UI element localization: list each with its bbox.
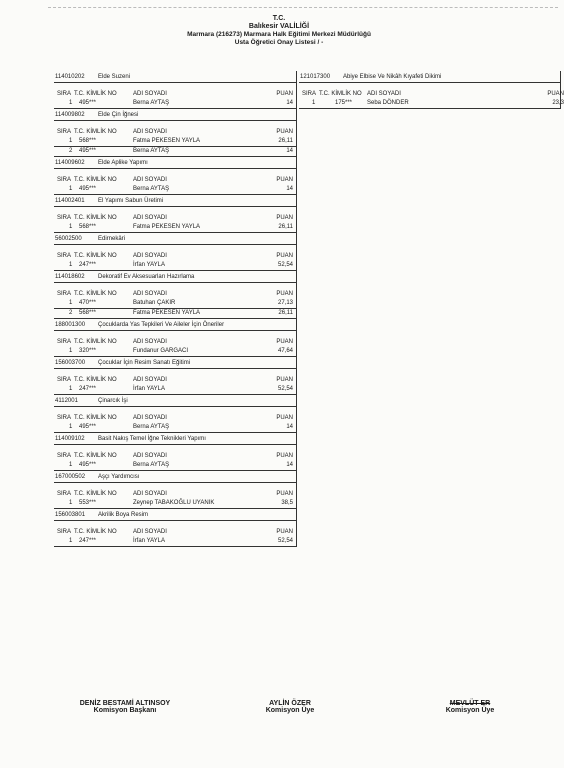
col-tc-header: T.C. KİMLİK NO <box>74 291 117 297</box>
column-header-row <box>54 176 296 185</box>
col-sira-header: SIRA <box>57 215 72 221</box>
col-puan-header: PUAN <box>547 91 564 97</box>
table-row <box>54 385 296 394</box>
course-code: 188001300 <box>55 322 86 328</box>
column-header-row <box>54 376 296 385</box>
cell-sira: 1 <box>69 224 73 230</box>
course-section <box>54 433 297 471</box>
course-name: Çocuklar İçin Resim Sanatı Eğitimi <box>98 360 191 366</box>
table-row <box>54 185 296 194</box>
course-name: Elde Çin İğnesi <box>98 112 139 118</box>
course-code: 114009102 <box>55 436 85 442</box>
spacer <box>54 283 296 290</box>
col-tc-header: T.C. KİMLİK NO <box>74 491 117 497</box>
col-name-header: ADI SOYADI <box>133 377 167 383</box>
course-code: 167000502 <box>55 474 86 480</box>
col-name-header: ADI SOYADI <box>133 177 167 183</box>
course-header <box>54 157 296 169</box>
course-header <box>54 357 296 369</box>
table-row <box>54 461 296 470</box>
course-code: 114002401 <box>55 198 85 204</box>
cell-name: Fundanur GARGACI <box>133 348 189 354</box>
cell-name: Berna AYTAŞ <box>133 186 170 192</box>
spacer <box>54 445 296 452</box>
course-section <box>54 395 297 433</box>
course-section <box>54 271 297 319</box>
cell-puan: 47,64 <box>277 348 293 354</box>
column-header-row <box>54 290 296 299</box>
cell-puan: 52,54 <box>277 262 293 268</box>
col-tc-header: T.C. KİMLİK NO <box>74 377 117 383</box>
spacer <box>54 121 296 128</box>
cell-name: İrfan YAYLA <box>133 386 166 392</box>
table-row <box>54 223 296 232</box>
course-header <box>54 471 296 483</box>
col-name-header: ADI SOYADI <box>133 215 167 221</box>
cell-name: Fatma PEKESEN YAYLA <box>133 138 201 144</box>
spacer <box>54 207 296 214</box>
col-puan-header: PUAN <box>276 377 293 383</box>
col-sira-header: SIRA <box>57 453 72 459</box>
col-puan-header: PUAN <box>276 215 293 221</box>
course-section <box>54 319 297 357</box>
course-code: 4112001 <box>55 398 78 404</box>
header-institution: Marmara (216273) Marmara Halk Eğitimi Merkezi Müdürlüğü <box>187 31 371 38</box>
signature-role: Komisyon Başkanı <box>93 707 157 714</box>
cell-sira: 1 <box>69 100 73 106</box>
col-name-header: ADI SOYADI <box>133 339 167 345</box>
course-section <box>54 71 297 109</box>
col-tc-header: T.C. KİMLİK NO <box>74 91 117 97</box>
cell-tc: 320*** <box>79 348 97 354</box>
column-header-row <box>54 452 296 461</box>
column-header-row <box>54 128 296 137</box>
col-sira-header: SIRA <box>57 91 72 97</box>
cell-tc: 175*** <box>335 100 353 106</box>
cell-name: Berna AYTAŞ <box>133 100 170 106</box>
col-sira-header: SIRA <box>57 491 72 497</box>
cell-tc: 495*** <box>79 186 97 192</box>
cell-sira: 2 <box>69 310 73 316</box>
col-puan-header: PUAN <box>276 453 293 459</box>
cell-sira: 1 <box>69 462 73 468</box>
course-header <box>299 71 560 83</box>
spacer <box>54 521 296 528</box>
course-code: 114010202 <box>55 74 85 80</box>
cell-tc: 553*** <box>79 500 97 506</box>
spacer <box>54 369 296 376</box>
course-header <box>54 319 296 331</box>
cell-sira: 1 <box>69 500 73 506</box>
col-name-header: ADI SOYADI <box>133 529 167 535</box>
cell-puan: 26,11 <box>278 224 293 230</box>
col-name-header: ADI SOYADI <box>133 129 167 135</box>
course-header <box>54 395 296 407</box>
cell-puan: 38,5 <box>281 500 293 506</box>
course-name: Çinarcık İşi <box>98 398 128 404</box>
course-section <box>54 195 297 233</box>
course-name: Akrilik Boya Resim <box>98 512 149 518</box>
col-name-header: ADI SOYADI <box>133 291 167 297</box>
column-header-row <box>54 490 296 499</box>
col-puan-header: PUAN <box>276 91 293 97</box>
cell-puan: 26,11 <box>278 138 293 144</box>
course-name: Aşçı Yardımcısı <box>98 474 140 480</box>
table-row <box>54 147 296 156</box>
cell-name: Zeynep TABAKOĞLU UYANIK <box>133 500 215 506</box>
col-puan-header: PUAN <box>276 129 293 135</box>
cell-puan: 14 <box>286 186 293 192</box>
col-tc-header: T.C. KİMLİK NO <box>319 91 362 97</box>
cell-name: Fatma PEKESEN YAYLA <box>133 310 201 316</box>
column-header-row <box>54 414 296 423</box>
course-code: 114018602 <box>55 274 85 280</box>
col-sira-header: SIRA <box>302 91 317 97</box>
course-header <box>54 233 296 245</box>
table-row <box>54 347 296 356</box>
course-code: 156003700 <box>55 360 86 366</box>
col-name-header: ADI SOYADI <box>367 91 401 97</box>
course-section <box>299 71 564 109</box>
cell-tc: 495*** <box>79 148 97 154</box>
signature-member-1 <box>245 700 335 714</box>
header-tc: T.C. <box>272 15 286 22</box>
col-tc-header: T.C. KİMLİK NO <box>74 529 117 535</box>
cell-sira: 1 <box>69 386 73 392</box>
course-header <box>54 271 296 283</box>
spacer <box>54 331 296 338</box>
cell-sira: 1 <box>69 538 73 544</box>
cell-name: Berna AYTAŞ <box>133 148 170 154</box>
col-sira-header: SIRA <box>57 177 72 183</box>
signature-chair <box>60 700 190 714</box>
table-row <box>54 309 296 318</box>
cell-sira: 1 <box>69 262 73 268</box>
cell-sira: 1 <box>69 138 73 144</box>
course-code: 56002500 <box>55 236 82 242</box>
course-name: Basit Nakış Temel İğne Teknikleri Yapımı <box>98 436 206 442</box>
cell-name: Berna AYTAŞ <box>133 462 170 468</box>
cell-sira: 1 <box>69 424 73 430</box>
signature-name: AYLİN ÖZER <box>269 700 311 707</box>
course-header <box>54 71 296 83</box>
col-puan-header: PUAN <box>276 291 293 297</box>
left-column <box>54 71 297 547</box>
cell-puan: 52,54 <box>277 538 293 544</box>
column-header-row <box>54 90 296 99</box>
signature-name: DENİZ BESTAMİ ALTINSOY <box>79 700 171 707</box>
course-name: Çocuklarda Yas Tepkileri Ve Aileler İçin Öneriler <box>98 322 225 328</box>
header-list-title: Usta Öğretici Onay Listesi / - <box>234 39 324 46</box>
col-sira-header: SIRA <box>57 415 72 421</box>
col-sira-header: SIRA <box>57 129 72 135</box>
table-row <box>299 99 564 108</box>
cell-tc: 568*** <box>79 138 97 144</box>
section-end-line <box>299 108 560 109</box>
col-name-header: ADI SOYADI <box>133 415 167 421</box>
course-name: El Yapımı Sabun Üretimi <box>98 198 164 204</box>
col-name-header: ADI SOYADI <box>133 491 167 497</box>
cell-name: Batuhan ÇAKIR <box>133 300 176 306</box>
signature-role: Komisyon Üye <box>265 707 315 714</box>
cell-tc: 247*** <box>79 538 97 544</box>
cell-name: İrfan YAYLA <box>133 262 166 268</box>
col-tc-header: T.C. KİMLİK NO <box>74 215 117 221</box>
spacer <box>54 483 296 490</box>
cell-name: Fatma PEKESEN YAYLA <box>133 224 201 230</box>
table-row <box>54 261 296 270</box>
top-border <box>48 7 558 8</box>
header-governorate: Balıkesir VALİLİĞİ <box>248 23 310 30</box>
course-section <box>54 509 297 547</box>
cell-sira: 2 <box>69 148 73 154</box>
cell-tc: 495*** <box>79 100 97 106</box>
course-code: 121017300 <box>300 74 331 80</box>
signature-name: MEVLÜT ER <box>449 700 491 707</box>
column-header-row <box>54 214 296 223</box>
col-puan-header: PUAN <box>276 177 293 183</box>
table-row <box>54 423 296 432</box>
course-code: 114009602 <box>55 160 85 166</box>
col-sira-header: SIRA <box>57 529 72 535</box>
spacer <box>54 83 296 90</box>
course-section <box>54 233 297 271</box>
col-sira-header: SIRA <box>57 291 72 297</box>
col-sira-header: SIRA <box>57 377 72 383</box>
cell-puan: 14 <box>286 100 293 106</box>
cell-tc: 247*** <box>79 262 97 268</box>
col-puan-header: PUAN <box>276 491 293 497</box>
course-name: Elde Suzeni <box>98 74 131 80</box>
course-section <box>54 357 297 395</box>
col-sira-header: SIRA <box>57 253 72 259</box>
col-tc-header: T.C. KİMLİK NO <box>74 415 117 421</box>
course-header <box>54 509 296 521</box>
cell-tc: 495*** <box>79 462 97 468</box>
course-code: 114009802 <box>55 112 85 118</box>
table-row <box>54 537 296 546</box>
cell-puan: 26,11 <box>278 310 293 316</box>
col-name-header: ADI SOYADI <box>133 253 167 259</box>
cell-puan: 52,54 <box>277 386 293 392</box>
cell-sira: 1 <box>312 100 316 106</box>
course-code: 156003801 <box>55 512 86 518</box>
course-name: Elde Aplike Yapımı <box>98 160 148 166</box>
course-header <box>54 195 296 207</box>
col-tc-header: T.C. KİMLİK NO <box>74 253 117 259</box>
column-header-row <box>299 90 564 99</box>
cell-name: Berna AYTAŞ <box>133 424 170 430</box>
course-section <box>54 471 297 509</box>
table-row <box>54 137 296 147</box>
cell-puan: 14 <box>286 462 293 468</box>
col-puan-header: PUAN <box>276 253 293 259</box>
col-puan-header: PUAN <box>276 339 293 345</box>
column-header-row <box>54 252 296 261</box>
col-tc-header: T.C. KİMLİK NO <box>74 129 117 135</box>
course-header <box>54 109 296 121</box>
col-name-header: ADI SOYADI <box>133 453 167 459</box>
cell-tc: 568*** <box>79 224 97 230</box>
spacer <box>54 407 296 414</box>
cell-sira: 1 <box>69 300 73 306</box>
cell-sira: 1 <box>69 348 73 354</box>
course-section <box>54 109 297 157</box>
col-tc-header: T.C. KİMLİK NO <box>74 453 117 459</box>
cell-name: İrfan YAYLA <box>133 538 166 544</box>
table-row <box>54 499 296 508</box>
spacer <box>54 169 296 176</box>
col-tc-header: T.C. KİMLİK NO <box>74 339 117 345</box>
course-name: Abiye Elbise Ve Nikâh Kıyafeti Dikimi <box>343 74 442 80</box>
section-end-line <box>54 546 296 547</box>
cell-puan: 27,13 <box>277 300 293 306</box>
column-header-row <box>54 338 296 347</box>
cell-puan: 14 <box>286 148 293 154</box>
cell-tc: 470*** <box>79 300 97 306</box>
col-sira-header: SIRA <box>57 339 72 345</box>
cell-name: Seba DÖNDER <box>367 100 409 106</box>
cell-puan: 23,3 <box>552 100 564 106</box>
spacer <box>54 245 296 252</box>
signature-member-2 <box>425 700 515 714</box>
col-puan-header: PUAN <box>276 415 293 421</box>
course-section <box>54 157 297 195</box>
course-name: Edirnekâri <box>98 236 126 242</box>
course-header <box>54 433 296 445</box>
cell-puan: 14 <box>286 424 293 430</box>
spacer <box>299 83 560 90</box>
table-row <box>54 99 296 108</box>
table-row <box>54 299 296 309</box>
signature-role: Komisyon Üye <box>445 707 495 714</box>
course-name: Dekoratif Ev Aksesuarları Hazırlama <box>98 274 195 280</box>
cell-tc: 495*** <box>79 424 97 430</box>
col-puan-header: PUAN <box>276 529 293 535</box>
col-name-header: ADI SOYADI <box>133 91 167 97</box>
cell-tc: 568*** <box>79 310 97 316</box>
cell-tc: 247*** <box>79 386 97 392</box>
col-tc-header: T.C. KİMLİK NO <box>74 177 117 183</box>
column-header-row <box>54 528 296 537</box>
cell-sira: 1 <box>69 186 73 192</box>
right-column <box>299 71 564 109</box>
